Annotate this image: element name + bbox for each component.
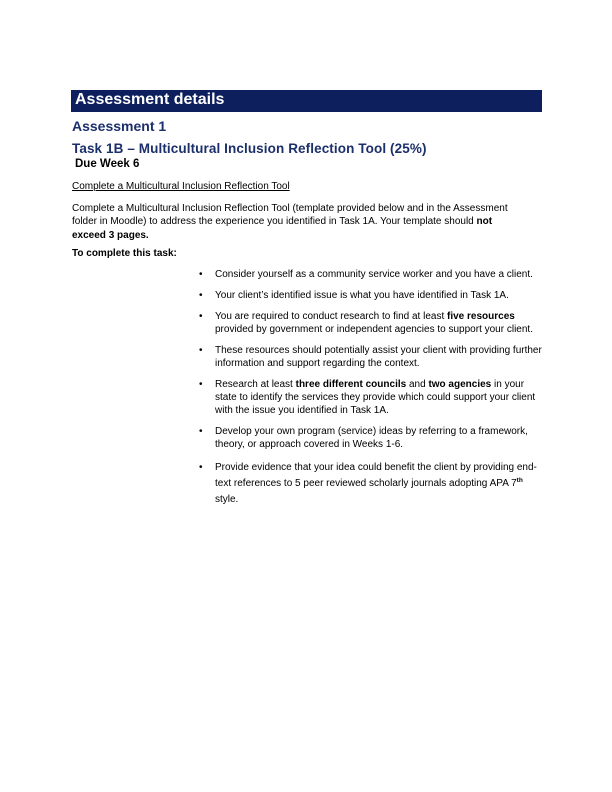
bullet-text: in your state to identify the services they provide which could support your client with the issue you identified in Task 1A.: [215, 379, 536, 416]
bullet-icon: •: [199, 311, 203, 322]
bullet-text: You are required to conduct research to find at least: [215, 311, 447, 322]
bullet-bold: three different councils: [295, 379, 407, 390]
bullet-bold: five resources: [447, 311, 515, 322]
due-date: Due Week 6: [75, 158, 140, 170]
bullet-icon: •: [199, 379, 203, 390]
bullet-text: provided by government or independent agencies to support your client.: [215, 324, 533, 335]
bullet-icon: •: [199, 269, 203, 280]
bullet-icon: •: [199, 426, 203, 437]
task-bullet-list: [199, 268, 544, 508]
assessment-heading: Assessment 1: [72, 118, 167, 134]
task-heading: Task 1B – Multicultural Inclusion Reflection Tool (25%): [72, 141, 427, 156]
intro-paragraph: [72, 202, 522, 242]
bullet-text: and: [406, 379, 429, 390]
bullet-text: style.: [215, 494, 239, 505]
bullet-text: Consider yourself as a community service worker and you have a client.: [215, 269, 533, 280]
bullet-text: Research at least: [215, 379, 296, 390]
intro-text: Complete a Multicultural Inclusion Reflection Tool (template provided below and in the Assessment folder in Moodle) to address the experience you identified in Task 1A. Your template should: [72, 203, 508, 228]
section-banner: [71, 90, 542, 112]
list-item: [199, 344, 544, 370]
task-subheading: Complete a Multicultural Inclusion Reflection Tool: [72, 181, 290, 192]
bullet-text: These resources should potentially assist your client with providing further information and support regarding the context.: [215, 345, 542, 369]
bullet-icon: •: [199, 345, 203, 356]
list-item: [199, 425, 544, 451]
bullet-text: Your client’s identified issue is what you have identified in Task 1A.: [215, 290, 509, 301]
intro-bold: not exceed 3 pages.: [72, 216, 493, 241]
list-item: [199, 378, 544, 417]
bullet-bold: two agencies: [428, 379, 492, 390]
complete-task-label: To complete this task:: [72, 248, 177, 259]
bullet-text: Provide evidence that your idea could benefit the client by providing end-text references to 5 peer reviewed scholarly journals adopting APA 7: [215, 462, 537, 489]
list-item: [199, 268, 544, 281]
list-item: [199, 310, 544, 336]
list-item: [199, 289, 544, 302]
bullet-icon: •: [199, 462, 203, 473]
superscript-th: th: [516, 477, 523, 484]
bullet-text: Develop your own program (service) ideas by referring to a framework, theory, or approach covered in Weeks 1-6.: [215, 426, 528, 450]
banner-title: Assessment details: [75, 91, 225, 108]
bullet-icon: •: [199, 290, 203, 301]
list-item: [199, 460, 544, 508]
